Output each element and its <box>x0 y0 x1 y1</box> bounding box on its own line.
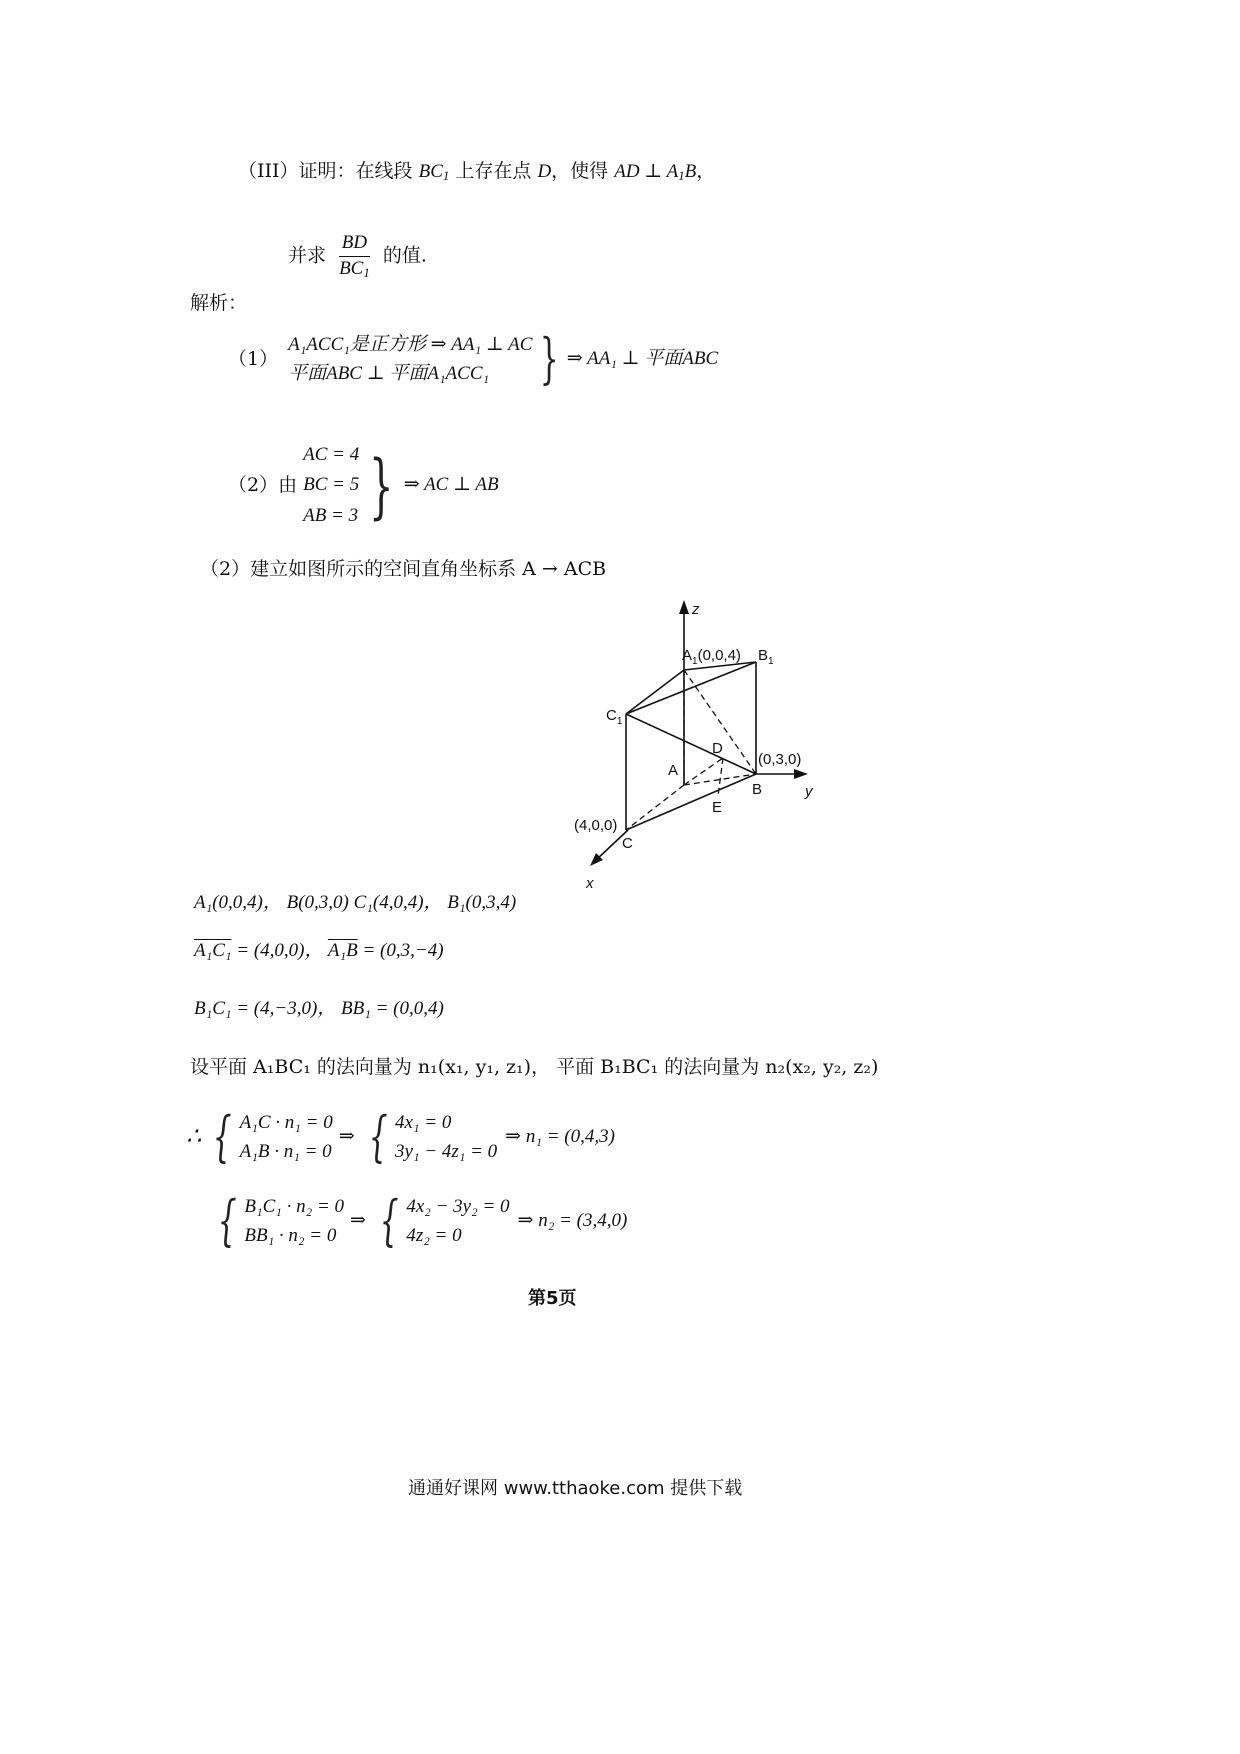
part3-text-a: 证明：在线段 <box>298 160 413 182</box>
edge-c1-b <box>626 714 756 774</box>
label-b-coord: (0,3,0) <box>758 751 802 768</box>
step2-l2: BC = 5 <box>303 474 360 496</box>
sys2-eq2: BB₁ · n₂ = 0 <box>244 1225 337 1247</box>
y-axis-label: y <box>805 783 813 800</box>
step1-result: ⇒ AA₁ ⊥ 平面ABC <box>566 348 719 370</box>
step1 <box>228 327 719 391</box>
label-d: D <box>712 740 723 757</box>
x-axis-label: x <box>586 875 594 892</box>
step2-l1: AC = 4 <box>303 444 360 465</box>
part3-label: （III） <box>238 160 299 182</box>
label-e: E <box>712 799 723 816</box>
segment-d-e-hidden <box>718 758 723 796</box>
vector-a1b-value: = (0,3,−4) <box>362 940 444 961</box>
vector-a1c1-value: = (4,0,0)， <box>236 940 324 961</box>
sys2-result: ⇒ n₂ = (3,4,0) <box>517 1210 628 1232</box>
part3-line1 <box>238 160 715 184</box>
system2-equations <box>244 1192 344 1251</box>
edge-a1-b-hidden <box>684 670 756 774</box>
edge-c-b <box>626 774 756 830</box>
sys1-red1: 4x₁ = 0 <box>394 1112 452 1133</box>
part3-text-d: ， <box>696 160 716 182</box>
right-brace: } <box>540 327 560 391</box>
vector-a1b: A₁B <box>327 940 358 961</box>
z-axis-label: z <box>692 601 700 618</box>
label-b: B <box>752 781 763 798</box>
left-brace: { <box>217 1189 237 1253</box>
step3-text: （2）建立如图所示的空间直角坐标系 A → ACB <box>200 558 607 580</box>
step1-line2: 平面ABC ⊥ 平面A₁ACC₁ <box>288 363 490 385</box>
prism-figure <box>560 590 860 900</box>
fraction-denominator: $BC_1$ <box>339 257 370 281</box>
step2 <box>228 440 499 531</box>
label-b1: $B_1$ <box>758 647 774 667</box>
step1-premises <box>288 330 532 389</box>
sys2-eq1: B₁C₁ · n₂ = 0 <box>244 1196 345 1217</box>
part3-text-c: ，使得 <box>551 160 609 182</box>
segment-a-d-hidden <box>684 758 723 785</box>
z-axis-arrow <box>679 600 689 614</box>
vectors-line2: B₁C₁ = (4,−3,0)， BB₁ = (0,0,4) <box>194 998 444 1019</box>
sys2-red1: 4x₂ − 3y₂ = 0 <box>406 1196 510 1217</box>
system2: { B₁C₁ · n₂ = 0 BB₁ · n₂ = 0 ⇒ { 4x₂ − 3y₂ = 0 4z₂ = 0 ⇒ n₂ = (3,4,0) <box>217 1189 628 1253</box>
label-a1: $A_1(0,0,4)$ <box>682 647 741 667</box>
system2-reduced <box>406 1192 509 1251</box>
label-c1: $C_1$ <box>606 707 623 727</box>
left-brace: { <box>368 1105 388 1169</box>
label-c-coord: (4,0,0) <box>574 817 618 834</box>
step2-label: （2）由 <box>228 474 298 497</box>
system1: ∴ { A₁C · n₁ = 0 A₁B · n₁ = 0 ⇒ { 4x₁ = 0 3y₁ − 4z₁ = 0 ⇒ n₁ = (0,4,3) <box>186 1105 615 1169</box>
edge-c1-a1 <box>626 670 684 714</box>
normal-vectors-line: 设平面 A₁BC₁ 的法向量为 n₁(x₁, y₁, z₁)， 平面 B₁BC₁ 的法向量为 n₂(x₂, y₂, z₂) <box>190 1056 879 1078</box>
step2-result: ⇒ AC ⊥ AB <box>403 474 499 496</box>
sys1-result: ⇒ n₁ = (0,4,3) <box>505 1126 615 1148</box>
solution-label: 解析： <box>190 292 248 314</box>
left-brace: { <box>213 1105 232 1169</box>
step2-l3: AB = 3 <box>303 504 359 526</box>
system1-reduced <box>395 1108 497 1167</box>
coords-line: A₁(0,0,4)， B(0,3,0) C₁(4,0,4)， B₁(0,3,4) <box>194 892 517 913</box>
system1-equations <box>240 1108 333 1167</box>
sys1-eq2: A₁B · n₁ = 0 <box>239 1141 332 1163</box>
step1-label: （1） <box>228 348 279 371</box>
edge-a-c-hidden <box>626 785 684 830</box>
left-brace: { <box>379 1189 399 1253</box>
y-axis-arrow <box>794 769 808 779</box>
step2-premises <box>303 440 359 531</box>
page-number: 第5页 <box>528 1288 577 1309</box>
sys2-red2: 4z₂ = 0 <box>406 1225 462 1247</box>
part3-ask-a: 并求 <box>288 244 327 267</box>
label-a: A <box>668 762 679 779</box>
segment-label: $BC_1$ <box>418 161 450 184</box>
sys1-red2: 3y₁ − 4z₁ = 0 <box>394 1141 498 1163</box>
fraction-numerator: BD <box>339 232 370 257</box>
vector-a1c1: A₁C₁ <box>194 940 232 961</box>
step1-line1: A₁ACC₁是正方形 ⇒ AA₁ ⊥ AC <box>288 334 533 355</box>
perp-condition: AD ⊥ $A_1B$ <box>614 161 697 184</box>
ratio-fraction <box>336 232 373 281</box>
part3-ask-b: 的值. <box>382 244 427 267</box>
label-c: C <box>622 835 633 852</box>
point-label: D <box>537 161 552 182</box>
vectors-line1 <box>194 940 444 963</box>
sys1-eq1: A₁C · n₁ = 0 <box>239 1112 333 1133</box>
therefore-symbol: ∴ <box>186 1124 202 1151</box>
part3-text-b: 上存在点 <box>455 160 532 182</box>
site-footer: 通通好课网 www.tthaoke.com 提供下载 <box>408 1478 743 1499</box>
right-brace: } <box>369 444 394 527</box>
part3-line2 <box>288 232 427 281</box>
